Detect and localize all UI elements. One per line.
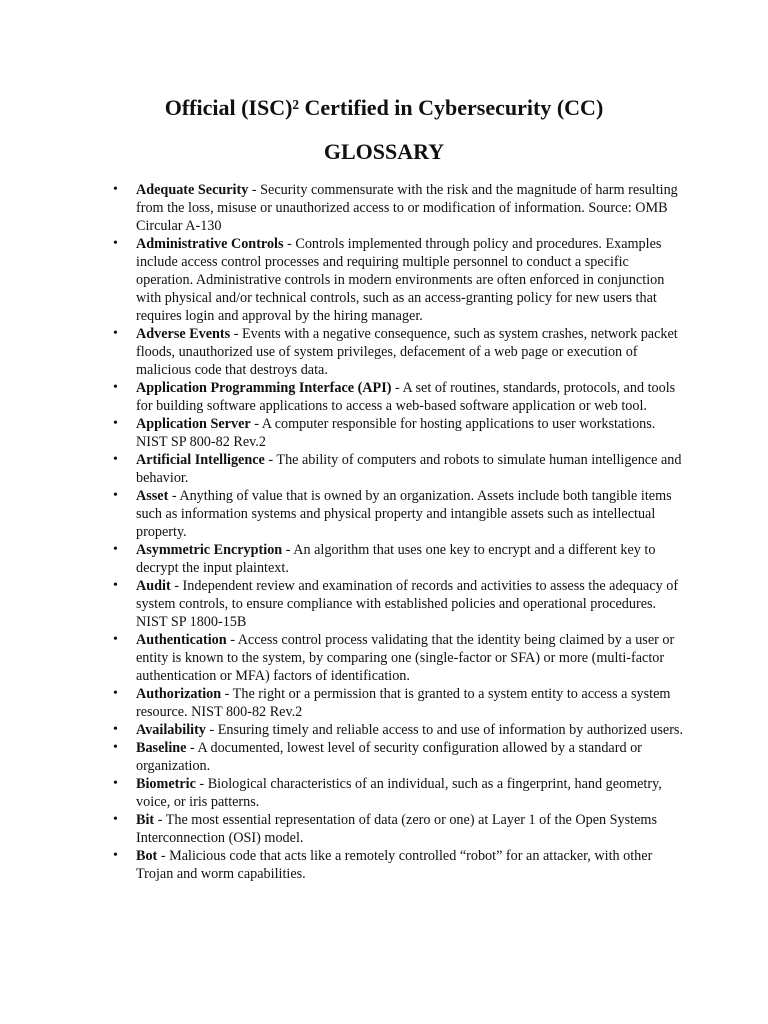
bullet-icon: • [113,722,118,737]
glossary-definition: - A documented, lowest level of security configuration allowed by a standard or organization. [136,740,642,774]
glossary-term: Bit [136,812,155,828]
glossary-entry-artificial-intelligence [0,451,768,487]
glossary-definition: - Independent review and examination of records and activities to assess the adequacy of system controls, to ensure compliance with established policies and operational procedures. NIST SP 1800-15B [136,578,679,630]
glossary-term: Audit [136,578,171,594]
glossary-list [0,181,768,883]
glossary-entry-bot [0,847,768,883]
glossary-term: Bot [136,848,158,864]
glossary-term: Baseline [136,740,187,756]
bullet-icon: • [113,848,118,863]
glossary-definition: - An algorithm that uses one key to encrypt and a different key to decrypt the input plaintext. [136,542,656,576]
glossary-term: Availability [136,722,206,738]
bullet-icon: • [113,740,118,755]
glossary-entry-adequate-security [0,181,768,235]
glossary-term: Application Server [136,416,251,432]
glossary-term: Asymmetric Encryption [136,542,283,558]
bullet-icon: • [113,812,118,827]
glossary-term: Biometric [136,776,196,792]
bullet-icon: • [113,578,118,593]
glossary-term: Artificial Intelligence [136,452,265,468]
glossary-entry-biometric [0,775,768,811]
glossary-definition: - Biological characteristics of an individual, such as a fingerprint, hand geometry, voice, or iris patterns. [136,776,662,810]
glossary-definition: - The most essential representation of data (zero or one) at Layer 1 of the Open Systems Interconnection (OSI) model. [136,812,657,846]
glossary-entry-asymmetric-encryption [0,541,768,577]
glossary-heading: GLOSSARY [323,139,445,164]
glossary-term: Administrative Controls [136,236,284,252]
bullet-icon: • [113,686,118,701]
glossary-entry-authorization [0,685,768,721]
bullet-icon: • [113,182,118,197]
glossary-term: Asset [136,488,169,504]
glossary-definition: - Anything of value that is owned by an organization. Assets include both tangible items such as information systems and physical property and intangible assets such as intellectual property. [136,488,672,540]
glossary-entry-availability [0,721,768,739]
glossary-definition: - Malicious code that acts like a remotely controlled “robot” for an attacker, with other Trojan and worm capabilities. [136,848,653,882]
glossary-entry-authentication [0,631,768,685]
glossary-entry-api [0,379,768,415]
glossary-definition: - A set of routines, standards, protocols, and tools for building software applications to access a web-based software application or web tool. [136,380,676,414]
glossary-definition: - Ensuring timely and reliable access to and use of information by authorized users. [205,722,684,738]
glossary-definition: - Security commensurate with the risk and the magnitude of harm resulting from the loss, misuse or unauthorized access to or modification of information. Source: OMB Circular A-130 [136,182,678,234]
glossary-term: Authorization [136,686,222,702]
glossary-entry-baseline [0,739,768,775]
glossary-definition: - Controls implemented through policy and procedures. Examples include access control processes and requiring multiple personnel to conduct a specific operation. Administrative controls in modern environments are often enforced in conjunction with physical and/or technical controls, such as an access-granting policy for new users that requires login and approval by the hiring manager. [136,236,665,324]
glossary-entry-application-server [0,415,768,451]
bullet-icon: • [113,542,118,557]
glossary-definition: - Events with a negative consequence, such as system crashes, network packet floods, unauthorized use of system privileges, defacement of a web page or execution of malicious code that destroys data. [136,326,678,378]
glossary-entry-asset [0,487,768,541]
glossary-term: Adverse Events [136,326,231,342]
glossary-entry-adverse-events [0,325,768,379]
bullet-icon: • [113,236,118,251]
glossary-term: Application Programming Interface (API) [136,380,392,396]
bullet-icon: • [113,488,118,503]
bullet-icon: • [113,326,118,341]
glossary-definition: - The right or a permission that is granted to a system entity to access a system resource. NIST 800-82 Rev.2 [136,686,671,720]
bullet-icon: • [113,452,118,467]
glossary-entry-administrative-controls [0,235,768,325]
glossary-entry-audit [0,577,768,631]
document-title: Official (ISC)² Certified in Cybersecurity (CC) [164,95,604,120]
glossary-term: Adequate Security [136,182,249,198]
glossary-definition: - Access control process validating that the identity being claimed by a user or entity is known to the system, by comparing one (single-factor or SFA) or more (multi-factor authentication or MFA) factors of identification. [136,632,675,684]
bullet-icon: • [113,380,118,395]
bullet-icon: • [113,776,118,791]
glossary-definition: - A computer responsible for hosting applications to user workstations. NIST SP 800-82 Rev.2 [136,416,656,450]
bullet-icon: • [113,416,118,431]
bullet-icon: • [113,632,118,647]
glossary-entry-bit [0,811,768,847]
glossary-definition: - The ability of computers and robots to simulate human intelligence and behavior. [136,452,682,486]
glossary-term: Authentication [136,632,227,648]
